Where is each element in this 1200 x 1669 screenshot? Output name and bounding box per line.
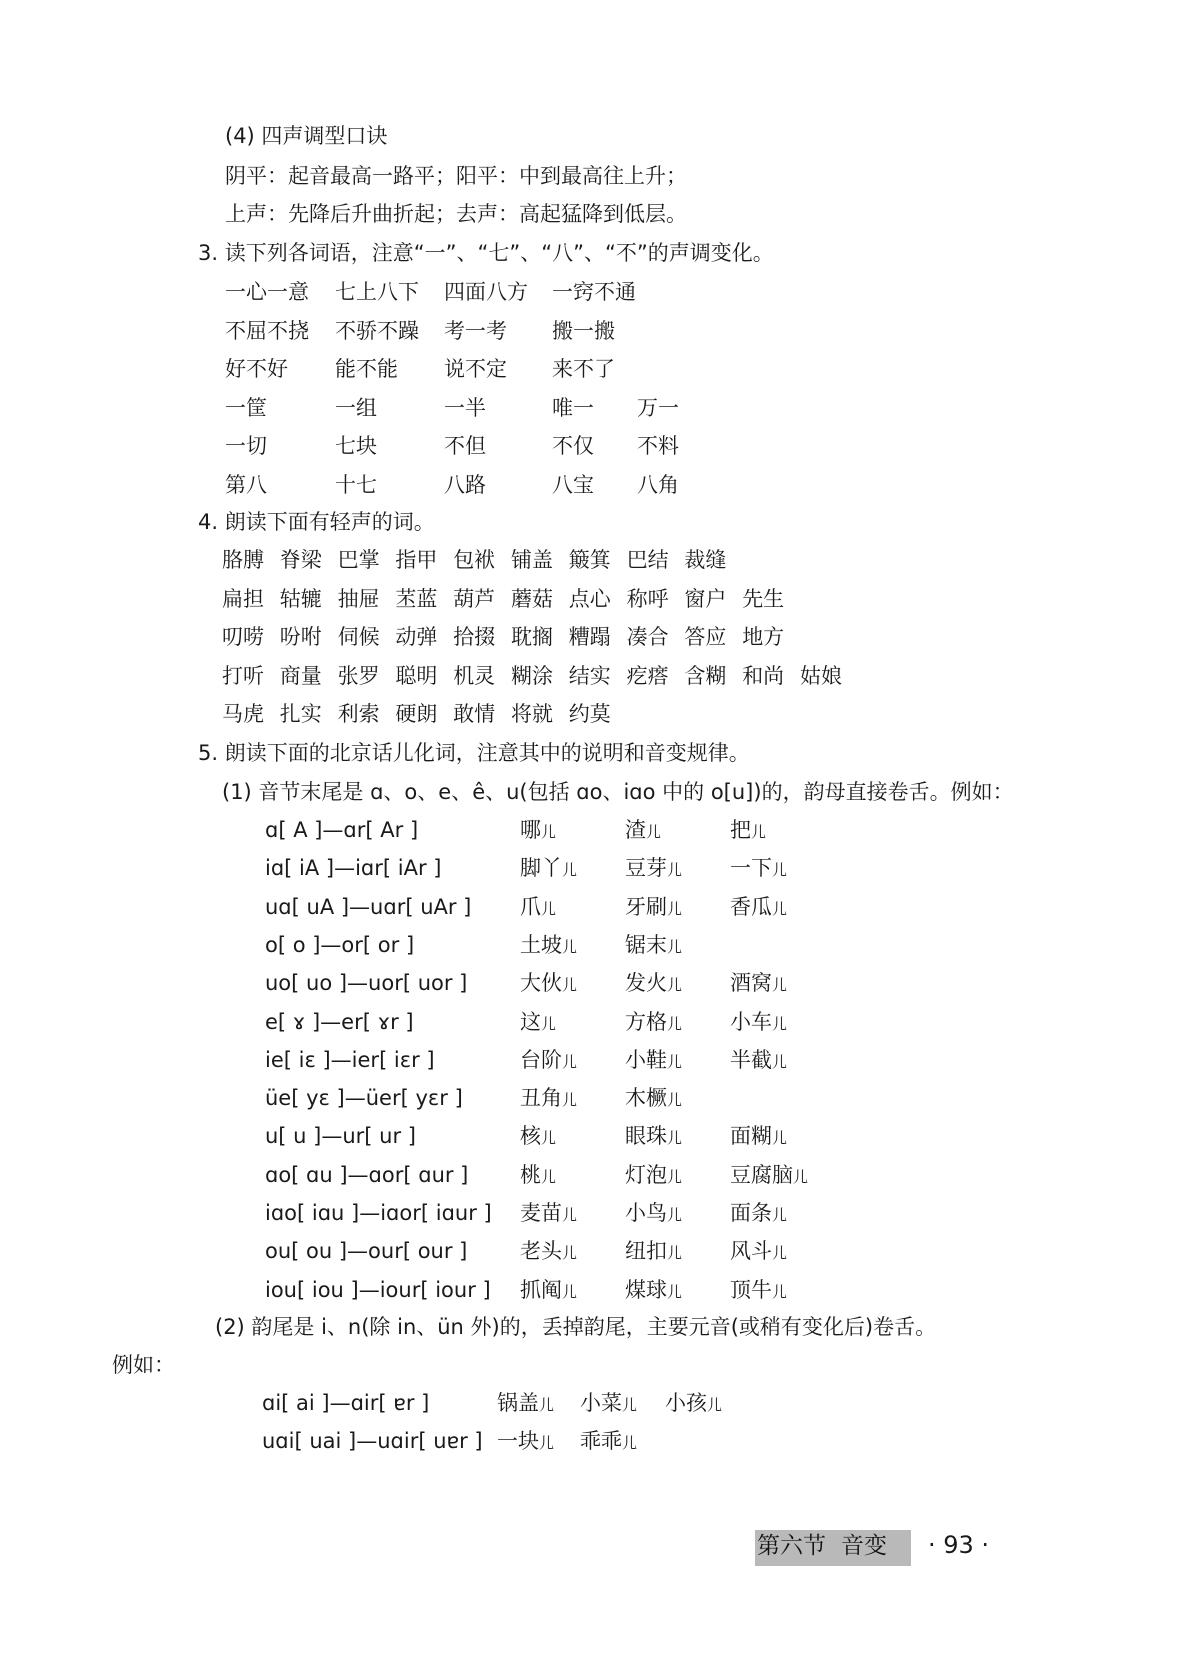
q4-word: 拾掇 [453, 625, 496, 649]
q3-word: 七块 [335, 434, 377, 458]
erhua-rule: ie[ iɛ ]—ier[ iɛr ] [265, 1047, 435, 1072]
word-row [0, 858, 1200, 888]
word-row [0, 359, 1200, 389]
word-row [0, 627, 1200, 657]
erhua-rule: iou[ iou ]—iour[ iour ] [265, 1277, 491, 1302]
erhua-suffix: 儿 [793, 1167, 809, 1186]
q3-word: 一筐 [225, 395, 267, 420]
erhua-rule: üe[ yɛ ]—üer[ yɛr ] [265, 1086, 463, 1111]
q4-word: 结实 [568, 663, 611, 688]
erhua-suffix: 儿 [562, 976, 578, 995]
q4-word: 裁缝 [684, 548, 727, 572]
erhua-word: 面糊儿 [730, 1124, 788, 1149]
q4-word: 马虎 [222, 702, 264, 726]
q4-word: 聪明 [395, 663, 438, 688]
erhua-word: 大伙儿 [520, 971, 578, 996]
q4-word: 和尚 [742, 663, 785, 688]
erhua-word: 桃儿 [520, 1162, 557, 1187]
q3-word: 考一考 [444, 318, 507, 343]
q3-title: 3. 读下列各词语，注意“一”、“七”、“八”、“不”的声调变化。 [198, 241, 774, 265]
erhua-word: 发火儿 [625, 971, 683, 996]
q4-word: 脊梁 [279, 548, 322, 572]
erhua-suffix: 儿 [772, 899, 788, 918]
q4-word: 耽搁 [511, 625, 553, 649]
q3-word: 第八 [225, 472, 267, 497]
erhua-rule: u[ u ]—ur[ ur ] [265, 1124, 416, 1149]
q4-word: 含糊 [684, 663, 727, 688]
q4-word: 约莫 [568, 702, 611, 726]
q3-word: 不料 [637, 434, 679, 458]
erhua-suffix: 儿 [562, 1052, 578, 1071]
erhua-word: 哪儿 [520, 818, 557, 842]
q3-word: 十七 [335, 472, 377, 497]
q3-word: 万一 [637, 395, 679, 420]
erhua-suffix: 儿 [667, 976, 683, 995]
word-row [0, 436, 1200, 466]
q5-sub1: (1) 音节末尾是 ɑ、o、e、ê、u(包括 ɑo、iɑo 中的 o[u])的，韵母直接卷舌。例如： [222, 780, 1014, 804]
erhua-suffix: 儿 [622, 1396, 638, 1414]
section-title: 音变 [841, 1533, 887, 1559]
erhua-suffix: 儿 [772, 1206, 788, 1224]
erhua-word: 把儿 [730, 818, 767, 842]
q4-word: 张罗 [337, 663, 380, 688]
erhua-word: 风斗儿 [730, 1239, 788, 1264]
erhua-suffix: 儿 [539, 1434, 555, 1452]
q4-word: 簸箕 [568, 548, 611, 572]
q4-word: 窗户 [684, 586, 727, 611]
erhua-suffix: 儿 [667, 1282, 683, 1301]
erhua-suffix: 儿 [667, 861, 683, 880]
erhua-rule: e[ ɤ ]—er[ ɤr ] [265, 1009, 414, 1034]
q4-word: 轱辘 [279, 586, 322, 611]
erhua-rule: ɑ[ A ]—ɑr[ Ar ] [265, 818, 419, 842]
erhua-suffix: 儿 [707, 1396, 723, 1414]
q4-word: 答应 [684, 625, 727, 649]
q4-word: 蘑菇 [511, 586, 553, 611]
q4-word: 吩咐 [279, 625, 322, 649]
erhua-rule: ɑi[ ai ]—ɑir[ ɐr ] [262, 1391, 430, 1415]
erhua-suffix: 儿 [772, 1129, 788, 1148]
erhua-suffix: 儿 [562, 1282, 578, 1301]
q4-word: 扎实 [279, 702, 322, 726]
erhua-word: 眼珠儿 [625, 1124, 683, 1149]
q4-word: 包袱 [453, 548, 496, 572]
erhua-word: 顶牛儿 [730, 1277, 788, 1302]
erhua-suffix: 儿 [541, 899, 557, 918]
erhua-word: 锯末儿 [625, 932, 683, 957]
q3-word: 能不能 [335, 357, 398, 381]
erhua-suffix: 儿 [541, 823, 557, 841]
erhua-word: 乖乖儿 [580, 1429, 638, 1453]
word-row [0, 1009, 1200, 1042]
word-row [0, 932, 1200, 965]
word-row [0, 894, 1200, 927]
word-row [0, 282, 1200, 312]
word-row [0, 1162, 1200, 1195]
q4-word: 胳膊 [222, 548, 264, 572]
q4-word: 先生 [742, 586, 785, 611]
q3-word: 一组 [335, 395, 377, 420]
erhua-suffix: 儿 [541, 1129, 557, 1148]
erhua-rule: uɑ[ uA ]—uɑr[ uAr ] [265, 894, 472, 919]
q3-word: 一半 [444, 395, 486, 420]
erhua-word: 一块儿 [497, 1429, 555, 1453]
q3-word: 一心一意 [225, 280, 309, 304]
q3-word: 四面八方 [444, 280, 528, 304]
erhua-rule: iɑo[ iɑu ]—iɑor[ iɑur ] [265, 1201, 492, 1225]
erhua-rule: ou[ ou ]—our[ our ] [265, 1239, 468, 1264]
q3-word: 来不了 [552, 357, 615, 381]
erhua-word: 面条儿 [730, 1201, 788, 1225]
erhua-word: 纽扣儿 [625, 1239, 683, 1264]
q4-title: 4. 朗读下面有轻声的词。 [198, 510, 435, 534]
q4-word: 敢情 [453, 702, 496, 726]
q3-word: 好不好 [225, 357, 288, 381]
erhua-word: 小菜儿 [580, 1391, 638, 1415]
erhua-suffix: 儿 [562, 1244, 578, 1263]
erhua-suffix: 儿 [562, 861, 578, 880]
word-row [0, 973, 1200, 1003]
q4-word: 糊涂 [511, 663, 553, 688]
erhua-word: 方格儿 [625, 1009, 683, 1034]
erhua-rule: o[ o ]—or[ or ] [265, 932, 415, 957]
q4-word: 凑合 [626, 625, 669, 649]
erhua-word: 老头儿 [520, 1239, 578, 1264]
erhua-word: 酒窝儿 [730, 971, 788, 996]
erhua-word: 锅盖儿 [497, 1391, 555, 1415]
erhua-suffix: 儿 [667, 1129, 683, 1148]
word-row [0, 550, 1200, 580]
erhua-suffix: 儿 [772, 1244, 788, 1263]
page-number: · 93 · [928, 1531, 990, 1559]
erhua-word: 丑角儿 [520, 1086, 578, 1111]
section-number: 第六节 [757, 1533, 826, 1559]
word-row [0, 820, 1200, 850]
word-row [0, 1088, 1200, 1118]
erhua-suffix: 儿 [772, 861, 788, 880]
q4-word: 葫芦 [453, 586, 496, 611]
erhua-suffix: 儿 [667, 1244, 683, 1263]
word-row [0, 1203, 1200, 1233]
erhua-suffix: 儿 [646, 823, 662, 841]
erhua-word: 香瓜儿 [730, 894, 788, 919]
word-row [0, 1431, 1200, 1461]
erhua-word: 脚丫儿 [520, 856, 578, 881]
erhua-word: 抓阄儿 [520, 1277, 578, 1302]
q5-sub2-continued: 例如： [112, 1353, 175, 1377]
q4-word: 商量 [279, 663, 322, 688]
sec4-line-2: 上声：先降后升曲折起；去声：高起猛降到低层。 [225, 202, 687, 226]
q4-word: 糟蹋 [568, 625, 611, 649]
q3-word: 八角 [637, 472, 679, 497]
erhua-word: 核儿 [520, 1124, 557, 1149]
q3-word: 一切 [225, 434, 267, 458]
erhua-word: 小孩儿 [665, 1391, 723, 1415]
erhua-suffix: 儿 [667, 1167, 683, 1186]
section-badge [755, 1530, 911, 1566]
q4-word: 巴掌 [337, 548, 380, 572]
q3-word: 不骄不躁 [335, 318, 419, 343]
word-row [0, 1047, 1200, 1080]
erhua-suffix: 儿 [772, 1052, 788, 1071]
q4-word: 将就 [511, 702, 553, 726]
erhua-suffix: 儿 [772, 1282, 788, 1301]
q3-word: 不但 [444, 434, 486, 458]
erhua-suffix: 儿 [562, 937, 578, 956]
erhua-suffix: 儿 [622, 1434, 638, 1452]
q4-word: 巴结 [626, 548, 669, 572]
erhua-suffix: 儿 [541, 1167, 557, 1186]
q3-word: 不屈不挠 [225, 318, 309, 343]
q4-word: 地方 [742, 625, 785, 649]
q4-word: 点心 [568, 586, 611, 611]
erhua-word: 麦苗儿 [520, 1201, 578, 1225]
word-row [0, 1277, 1200, 1310]
q5-title: 5. 朗读下面的北京话儿化词，注意其中的说明和音变规律。 [198, 741, 750, 765]
erhua-suffix: 儿 [667, 1014, 683, 1033]
word-row [0, 472, 1200, 505]
erhua-word: 台阶儿 [520, 1047, 578, 1072]
q4-word: 硬朗 [395, 702, 438, 726]
word-row [0, 586, 1200, 619]
erhua-suffix: 儿 [772, 976, 788, 995]
q4-word: 称呼 [626, 586, 669, 611]
q4-word: 抽屉 [337, 586, 380, 611]
sec4-heading: (4) 四声调型口诀 [225, 124, 388, 148]
erhua-suffix: 儿 [541, 1014, 557, 1033]
q3-word: 说不定 [444, 357, 507, 381]
erhua-suffix: 儿 [772, 1014, 788, 1033]
q4-word: 机灵 [453, 663, 496, 688]
erhua-rule: ɑo[ ɑu ]—ɑor[ ɑur ] [265, 1162, 469, 1187]
q3-word: 八路 [444, 472, 486, 497]
q4-word: 叨唠 [222, 625, 264, 649]
erhua-suffix: 儿 [562, 1091, 578, 1110]
erhua-suffix: 儿 [667, 1206, 683, 1224]
erhua-rule: uo[ uo ]—uor[ uor ] [265, 971, 468, 996]
erhua-word: 牙刷儿 [625, 894, 683, 919]
q4-word: 动弹 [395, 625, 438, 649]
q4-word: 伺候 [337, 625, 380, 649]
erhua-word: 小鞋儿 [625, 1047, 683, 1072]
word-row [0, 704, 1200, 734]
word-row [0, 395, 1200, 428]
erhua-suffix: 儿 [751, 823, 767, 841]
word-row [0, 1393, 1200, 1423]
q4-word: 指甲 [395, 548, 438, 572]
erhua-suffix: 儿 [667, 1052, 683, 1071]
q4-word: 铺盖 [511, 548, 553, 572]
erhua-suffix: 儿 [667, 1091, 683, 1110]
erhua-rule: iɑ[ iA ]—iɑr[ iAr ] [265, 856, 442, 881]
erhua-suffix: 儿 [539, 1396, 555, 1414]
erhua-word: 土坡儿 [520, 932, 578, 957]
erhua-suffix: 儿 [667, 937, 683, 956]
erhua-word: 渣儿 [625, 818, 662, 842]
q4-word: 利索 [337, 702, 380, 726]
word-row [0, 318, 1200, 351]
erhua-suffix: 儿 [562, 1206, 578, 1224]
erhua-rule: uɑi[ uai ]—uɑir[ uɐr ] [262, 1429, 483, 1453]
q3-word: 搬一搬 [552, 318, 615, 343]
q3-word: 七上八下 [335, 280, 419, 304]
erhua-suffix: 儿 [667, 899, 683, 918]
sec4-line-1: 阴平：起音最高一路平；阳平：中到最高往上升； [225, 164, 687, 188]
q5-sub2: (2) 韵尾是 i、n(除 in、ün 外)的，丢掉韵尾，主要元音(或稍有变化后)卷舌。 [215, 1315, 937, 1339]
q4-word: 苤蓝 [395, 586, 438, 611]
erhua-word: 煤球儿 [625, 1277, 683, 1302]
erhua-word: 爪儿 [520, 894, 557, 919]
erhua-word: 小车儿 [730, 1009, 788, 1034]
word-row [0, 1241, 1200, 1271]
q3-word: 一窍不通 [552, 280, 636, 304]
q3-word: 八宝 [552, 472, 594, 497]
erhua-word: 木橛儿 [625, 1086, 683, 1111]
erhua-word: 一下儿 [730, 856, 788, 881]
q4-word: 扁担 [222, 586, 264, 611]
q4-word: 打听 [222, 663, 264, 688]
q3-word: 不仅 [552, 434, 594, 458]
erhua-word: 小鸟儿 [625, 1201, 683, 1225]
erhua-word: 豆芽儿 [625, 856, 683, 881]
erhua-word: 灯泡儿 [625, 1162, 683, 1187]
word-row [0, 663, 1200, 696]
q3-word: 唯一 [552, 395, 594, 420]
q4-word: 疙瘩 [626, 663, 669, 688]
erhua-word: 豆腐脑儿 [730, 1162, 809, 1187]
q4-word: 姑娘 [800, 663, 842, 688]
erhua-word: 这儿 [520, 1009, 557, 1034]
word-row [0, 1126, 1200, 1156]
erhua-word: 半截儿 [730, 1047, 788, 1072]
